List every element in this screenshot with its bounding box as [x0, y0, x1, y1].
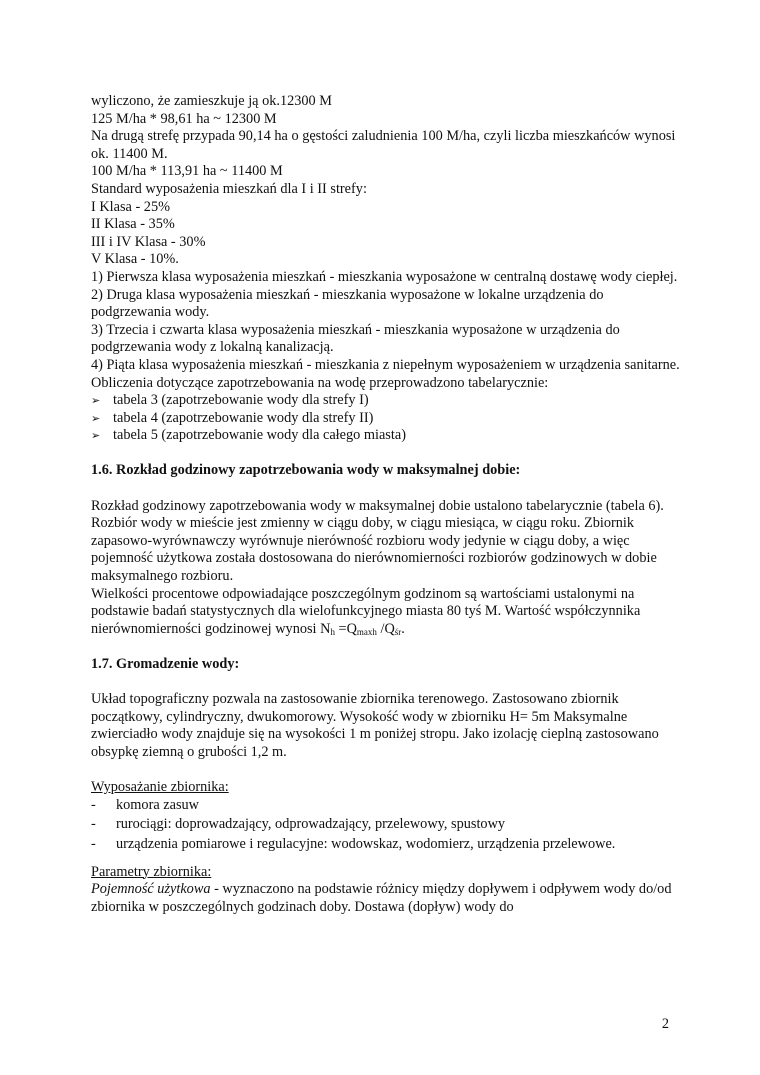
dash-bullet-icon: -: [91, 816, 96, 833]
intro-block: [91, 93, 681, 392]
list-item: ➢ tabela 4 (zapotrzebowanie wody dla strefy II): [91, 409, 374, 426]
page-content: [91, 93, 681, 916]
text-line: 100 M/ha * 113,91 ha ~ 11400 M: [91, 163, 283, 180]
arrow-bullet-icon: ➢: [91, 411, 101, 425]
text-line: II Klasa - 35%: [91, 216, 175, 233]
params-paragraph: Pojemność użytkowa - wyznaczono na podstawie różnicy między dopływem i odpływem wody do/od zbiornika w poszczególnych godzinach doby. Dostawa (dopływ) wody do: [91, 881, 672, 915]
text-line: 1) Pierwsza klasa wyposażenia mieszkań - mieszkania wyposażone w centralną dostawę wody ciepłej.: [91, 268, 678, 285]
section-heading-1-7: 1.7. Gromadzenie wody:: [91, 656, 240, 672]
dash-bullet-icon: -: [91, 796, 96, 813]
list-item: ➢ tabela 3 (zapotrzebowanie wody dla strefy I): [91, 392, 369, 409]
dash-bullet-icon: -: [91, 835, 96, 852]
text-line: III i IV Klasa - 30%: [91, 233, 206, 250]
text-line: I Klasa - 25%: [91, 198, 171, 215]
text-line: 2) Druga klasa wyposażenia mieszkań - mieszkania wyposażone w lokalne urządzenia do podgrzewania wody.: [91, 286, 604, 321]
arrow-bullet-icon: ➢: [91, 429, 101, 443]
paragraph: Rozkład godzinowy zapotrzebowania wody w maksymalnej dobie ustalono tabelarycznie (tabela 6).: [91, 497, 664, 514]
params-title: Parametry zbiornika:: [91, 863, 212, 880]
text-line: Standard wyposażenia mieszkań dla I i II strefy:: [91, 180, 367, 197]
text-line: 4) Piąta klasa wyposażenia mieszkań - mieszkania z niepełnym wyposażeniem w urządzenia sanitarne.: [91, 356, 680, 373]
list-item: - rurociągi: doprowadzający, odprowadzający, przelewowy, spustowy: [91, 816, 506, 833]
arrow-bullet-icon: ➢: [91, 394, 101, 408]
formula-paragraph: Wielkości procentowe odpowiadające poszczególnym godzinom są wartościami ustalonymi na podstawie badań statystycznych dla wielofunkcyjnego miasta 80 tyś M. Wartość współczynnika nierównomierności godzinowej wynosi $N_h =Q_{maxh}$ $/Q_{śr}$.: [91, 585, 641, 637]
equipment-list: [91, 797, 681, 854]
text-line: Obliczenia dotyczące zapotrzebowania na wodę przeprowadzono tabelarycznie:: [91, 374, 549, 391]
text-line: 3) Trzecia i czwarta klasa wyposażenia mieszkań - mieszkania wyposażone w urządzenia do podgrzewania wody z lokalną kanalizacją.: [91, 321, 620, 356]
page-number: 2: [661, 1016, 669, 1032]
paragraph: Rozbiór wody w mieście jest zmienny w ciągu doby, w ciągu miesiąca, w ciągu roku. Zbiornik zapasowo-wyrównawczy wyrównuje nierówność rozbioru wody jedynie w ciągu doby, a więc pojemność użytkowa została dostosowana do nierównomierności rozbiorów godzinowych w dobie maksymalnego rozbioru.: [91, 515, 657, 585]
paragraph: Układ topograficzny pozwala na zastosowanie zbiornika terenowego. Zastosowano zbiornik początkowy, cylindryczny, dwukomorowy. Wysokość wody w zbiorniku H= 5m Maksymalne zwierciadło wody znajduje się na wysokości 1 m poniżej stropu. Jako izolację cieplną zastosowano obsypkę ziemną o grubości 1,2 m.: [91, 691, 659, 760]
list-item: ➢ tabela 5 (zapotrzebowanie wody dla całego miasta): [91, 427, 406, 444]
text-line: Na drugą strefę przypada 90,14 ha o gęstości zaludnienia 100 M/ha, czyli liczba mieszkańców wynosi ok. 11400 M.: [91, 128, 676, 162]
text-line: 125 M/ha * 98,61 ha ~ 12300 M: [91, 110, 277, 127]
section-heading-1-6: 1.6. Rozkład godzinowy zapotrzebowania wody w maksymalnej dobie:: [91, 462, 521, 479]
list-item: - urządzenia pomiarowe i regulacyjne: wodowskaz, wodomierz, urządzenia przelewowe.: [91, 835, 616, 852]
text-line: wyliczono, że zamieszkuje ją ok.12300 M: [91, 93, 332, 109]
text-line: V Klasa - 10%.: [91, 251, 179, 268]
table-reference-list: [91, 392, 681, 445]
list-item: - komora zasuw: [91, 796, 199, 813]
equipment-title: Wyposażanie zbiornika:: [91, 779, 229, 796]
